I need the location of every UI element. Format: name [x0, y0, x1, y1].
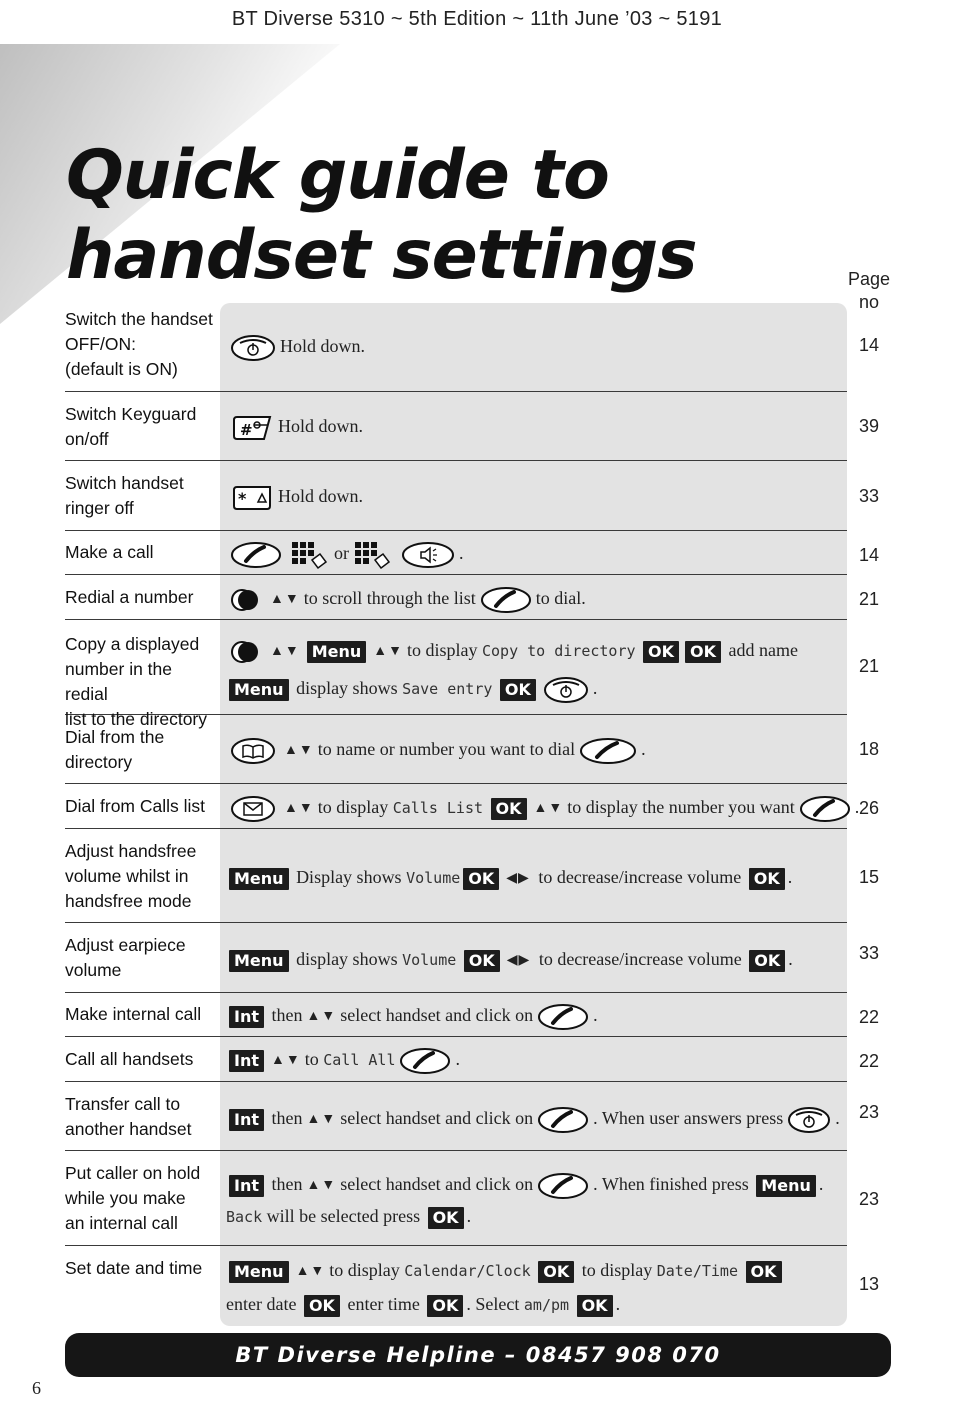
- talk-key-icon: [537, 1003, 589, 1031]
- row-instruction: Int then ▲▼ select handset and click on . When finished press Menu . Back will be selected press OK .: [226, 1169, 851, 1232]
- row-instruction: ▲▼ to scroll through the list to dial.: [226, 580, 851, 618]
- power-key-icon: [543, 676, 589, 704]
- int-button: Int: [229, 1175, 264, 1197]
- keypad-icon: [353, 540, 393, 570]
- table-row: [65, 993, 880, 1037]
- page-ref: 22: [858, 1051, 880, 1071]
- menu-button: Menu: [229, 950, 289, 972]
- power-key-icon: [787, 1106, 831, 1134]
- talk-key-icon: [579, 737, 637, 765]
- phonebook-key-icon: [230, 737, 276, 765]
- row-instruction: ▲▼ Menu ▲▼ to display Copy to directory OK OK add name Menu display shows Save entry OK .: [226, 632, 851, 707]
- page-ref: 26: [858, 798, 880, 818]
- lcd-text: am/pm: [523, 1295, 570, 1314]
- star-key-icon: [230, 484, 274, 512]
- lcd-text: Volume: [402, 951, 457, 969]
- navigation-key-icon: [230, 587, 262, 613]
- power-key-icon: [230, 334, 276, 362]
- int-button: Int: [229, 1109, 264, 1131]
- lcd-text: Back: [226, 1207, 263, 1226]
- page-ref: 14: [858, 545, 880, 565]
- page-ref: 15: [858, 867, 880, 887]
- menu-button: Menu: [229, 868, 289, 890]
- row-instruction: * Hold down.: [226, 478, 851, 514]
- left-right-arrows-icon: ◀▶: [506, 870, 530, 886]
- row-instruction: # Hold down.: [226, 408, 851, 444]
- ok-button: OK: [428, 1207, 464, 1229]
- ok-button: OK: [463, 868, 499, 890]
- row-instruction: Menu ▲▼ to display Calendar/Clock OK to display Date/Time OK enter date OK enter time OK . Select am/pm OK .: [226, 1254, 851, 1321]
- svg-text:*: *: [238, 488, 247, 508]
- page-ref: 23: [858, 1189, 880, 1209]
- page-ref: 13: [858, 1274, 880, 1294]
- ok-button: OK: [643, 641, 679, 663]
- ok-button: OK: [304, 1295, 340, 1317]
- row-label: Set date and time: [65, 1258, 203, 1278]
- page-ref: 21: [858, 589, 880, 609]
- title-line-1: Quick guide to: [66, 136, 609, 215]
- ok-button: OK: [749, 950, 785, 972]
- talk-key-icon: [480, 586, 532, 614]
- title-line-2: handset settings: [66, 216, 697, 295]
- up-down-arrows-icon: ▲▼: [306, 1177, 337, 1193]
- row-label: Make a call: [65, 542, 154, 562]
- page-title: [66, 136, 697, 296]
- row-instruction: Hold down.: [226, 328, 851, 364]
- table-row: [65, 829, 880, 923]
- up-down-arrows-icon: ▲▼: [295, 1263, 326, 1279]
- svg-text:#: #: [240, 420, 253, 439]
- settings-table: [65, 303, 880, 1328]
- row-instruction: Int then ▲▼ select handset and click on .: [226, 997, 851, 1035]
- row-label: Switch handset ringer off: [65, 473, 184, 518]
- up-down-arrows-icon: ▲▼: [271, 1052, 301, 1068]
- row-instruction: Menu display shows Volume OK ◀▶ to decrease/increase volume OK .: [226, 941, 851, 979]
- page-ref: 33: [858, 486, 880, 506]
- calls-list-key-icon: [230, 795, 276, 823]
- row-instruction: Menu Display shows Volume OK ◀▶ to decrease/increase volume OK .: [226, 859, 851, 897]
- talk-key-icon: [537, 1172, 589, 1200]
- page-number: 6: [32, 1378, 41, 1398]
- row-instruction: ▲▼ to name or number you want to dial .: [226, 731, 851, 769]
- lcd-text: Call All: [323, 1051, 396, 1069]
- talk-key-icon: [799, 795, 851, 823]
- talk-key-icon: [230, 541, 282, 569]
- table-row: [65, 392, 880, 461]
- row-label: Put caller on hold while you make an internal call: [65, 1163, 201, 1233]
- ok-button: OK: [491, 798, 527, 820]
- row-instruction: or .: [226, 535, 851, 571]
- row-label: Switch Keyguard on/off: [65, 404, 197, 449]
- table-row: [65, 620, 880, 729]
- page-column-header: [846, 268, 892, 314]
- ok-button: OK: [577, 1295, 613, 1317]
- ok-button: OK: [685, 641, 721, 663]
- navigation-key-icon: [230, 639, 262, 665]
- helpline-banner: BT Diverse Helpline – 08457 908 070: [65, 1333, 891, 1377]
- table-row: [65, 784, 880, 829]
- page-ref: 18: [858, 739, 880, 759]
- row-instruction: Int ▲▼ to Call All .: [226, 1041, 851, 1079]
- row-label: Adjust handsfree volume whilst in handsfree mode: [65, 841, 197, 911]
- speaker-key-icon: [401, 541, 455, 569]
- up-down-arrows-icon: ▲▼: [284, 800, 314, 816]
- menu-button: Menu: [229, 679, 289, 701]
- page-head-no: no: [858, 292, 880, 312]
- page-ref: 23: [858, 1102, 880, 1122]
- talk-key-icon: [399, 1047, 451, 1075]
- page-ref: 14: [858, 335, 880, 355]
- ok-button: OK: [464, 950, 500, 972]
- page-head-word: Page: [847, 269, 891, 289]
- table-row: [65, 575, 880, 620]
- ok-button: OK: [749, 868, 785, 890]
- table-row: [65, 303, 880, 392]
- menu-button: Menu: [229, 1261, 289, 1283]
- table-row: [65, 461, 880, 531]
- talk-key-icon: [537, 1106, 589, 1134]
- page-ref: 33: [858, 943, 880, 963]
- page-ref: 39: [858, 416, 880, 436]
- lcd-text: Save entry: [402, 679, 493, 698]
- up-down-arrows-icon: ▲▼: [284, 742, 314, 758]
- row-instruction: ▲▼ to display Calls List OK ▲▼ to display the number you want .: [226, 789, 851, 827]
- table-row: [65, 1151, 880, 1246]
- menu-button: Menu: [307, 641, 367, 663]
- page-ref: 21: [858, 656, 880, 676]
- up-down-arrows-icon: ▲▼: [270, 643, 300, 659]
- row-label: Transfer call to another handset: [65, 1094, 192, 1139]
- ok-button: OK: [500, 679, 536, 701]
- up-down-arrows-icon: ▲▼: [306, 1008, 337, 1024]
- row-label: Redial a number: [65, 587, 194, 607]
- ok-button: OK: [427, 1295, 463, 1317]
- page-ref: 22: [858, 1007, 880, 1027]
- up-down-arrows-icon: ▲▼: [270, 591, 300, 607]
- table-row: [65, 1037, 880, 1082]
- table-row: [65, 531, 880, 575]
- up-down-arrows-icon: ▲▼: [533, 800, 564, 816]
- running-header: BT Diverse 5310 ~ 5th Edition ~ 11th June ’03 ~ 5191: [231, 8, 723, 30]
- lcd-text: Volume: [406, 869, 461, 887]
- row-label: Adjust earpiece volume: [65, 935, 186, 980]
- table-row: [65, 715, 880, 784]
- keypad-icon: [290, 540, 330, 570]
- table-row: [65, 1082, 880, 1151]
- lcd-text: Copy to directory: [482, 642, 636, 660]
- row-label: Make internal call: [65, 1004, 202, 1024]
- up-down-arrows-icon: ▲▼: [306, 1111, 337, 1127]
- row-instruction: Int then ▲▼ select handset and click on . When user answers press .: [226, 1100, 851, 1138]
- menu-button: Menu: [756, 1175, 816, 1197]
- up-down-arrows-icon: ▲▼: [373, 643, 403, 659]
- table-row: [65, 1246, 880, 1328]
- left-right-arrows-icon: ◀▶: [506, 952, 531, 968]
- lcd-text: Calendar/Clock: [404, 1262, 531, 1280]
- row-label: Switch the handset OFF/ON: (default is ON): [65, 309, 213, 379]
- row-label: Dial from the directory: [65, 727, 165, 772]
- lcd-text: Date/Time: [656, 1262, 738, 1280]
- table-row: [65, 923, 880, 993]
- int-button: Int: [229, 1050, 264, 1072]
- hash-key-icon: [230, 414, 274, 442]
- row-label: Dial from Calls list: [65, 796, 206, 816]
- ok-button: OK: [746, 1261, 782, 1283]
- int-button: Int: [229, 1006, 264, 1028]
- row-label: Copy a displayed number in the redial list to the directory: [65, 634, 207, 729]
- ok-button: OK: [538, 1261, 574, 1283]
- lcd-text: Calls List: [392, 799, 484, 817]
- row-label: Call all handsets: [65, 1049, 194, 1069]
